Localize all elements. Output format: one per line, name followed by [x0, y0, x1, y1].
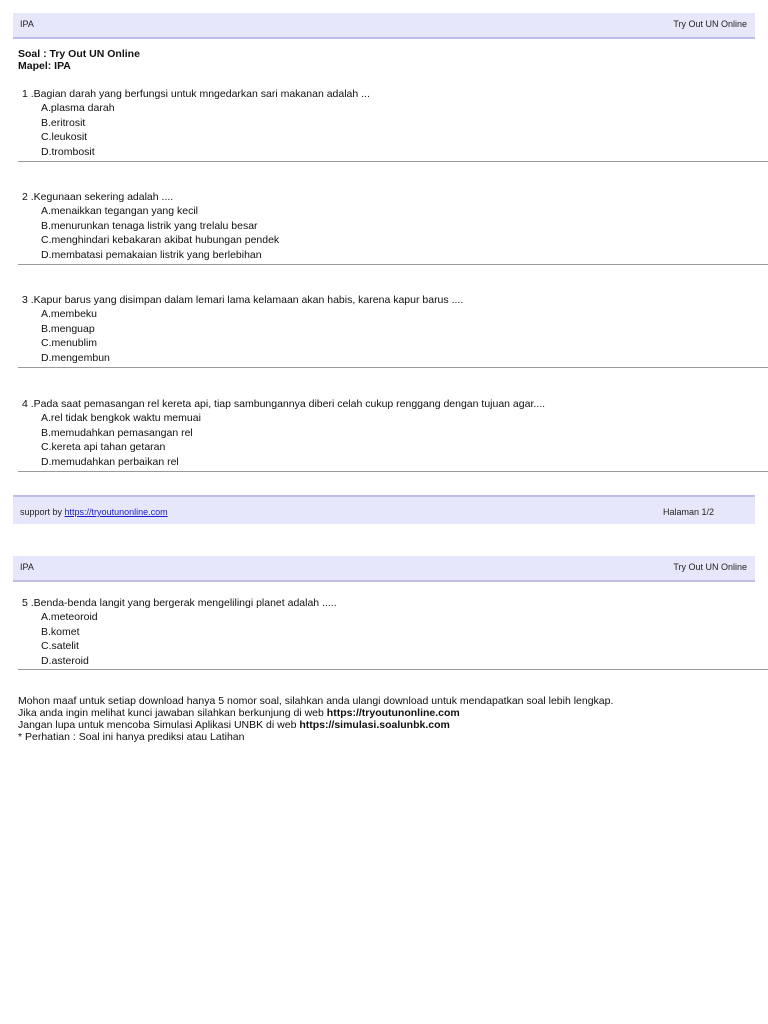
option-b: B.menguap [41, 322, 95, 335]
divider [18, 367, 768, 368]
question-stem: 5 .Benda-benda langit yang bergerak mengelilingi planet adalah ..... [22, 597, 337, 609]
option-d: D.asteroid [41, 655, 89, 668]
option-a: A.menaikkan tegangan yang kecil [41, 205, 199, 217]
option-d: D.memudahkan perbaikan rel [41, 456, 179, 469]
option-b: B.komet [41, 625, 80, 638]
question-stem: 3 .Kapur barus yang disimpan dalam lemari lama kelamaan akan habis, karena kapur barus .... [22, 294, 464, 306]
question-1 [18, 87, 768, 160]
option-a: A.meteoroid [41, 611, 98, 623]
option-d: D.trombosit [41, 146, 95, 159]
option-a: A.plasma darah [41, 102, 115, 114]
mapel-title: Mapel: IPA [18, 59, 71, 72]
header-brand: Try Out UN Online [673, 562, 747, 572]
answer-key-link[interactable]: https://tryoutunonline.com [326, 707, 460, 719]
option-c: C.satelit [41, 640, 79, 653]
soal-title: Soal : Try Out UN Online [18, 48, 140, 60]
option-c: C.leukosit [41, 131, 88, 144]
question-5 [18, 596, 768, 669]
divider [18, 669, 768, 670]
question-stem: 2 .Kegunaan sekering adalah .... [22, 191, 174, 203]
note-line-4: * Perhatian : Soal ini hanya prediksi atau Latihan [18, 731, 245, 743]
option-b: B.menurunkan tenaga listrik yang trelalu besar [41, 219, 258, 232]
page-number: Halaman 1/2 [663, 507, 715, 517]
note-line-1: Mohon maaf untuk setiap download hanya 5 nomor soal, silahkan anda ulangi download untuk mendapatkan soal lebih lengkap. [18, 695, 614, 707]
option-d: D.membatasi pemakaian listrik yang berlebihan [41, 249, 262, 262]
option-c: C.menghindari kebakaran akibat hubungan pendek [41, 234, 280, 247]
page-header [13, 13, 755, 39]
support-text [20, 507, 168, 517]
divider [18, 161, 768, 162]
header-brand: Try Out UN Online [673, 19, 747, 29]
divider [18, 264, 768, 265]
option-b: B.eritrosit [41, 116, 86, 129]
support-link[interactable]: https://tryoutunonline.com [64, 507, 168, 517]
question-4 [18, 397, 768, 470]
support-prefix: support by [20, 507, 63, 517]
option-a: A.membeku [41, 308, 98, 320]
question-stem: 1 .Bagian darah yang berfungsi untuk mngedarkan sari makanan adalah ... [22, 88, 370, 100]
note-line-3 [18, 719, 613, 731]
option-c: C.kereta api tahan getaran [41, 441, 166, 454]
note-line-2 [18, 707, 613, 719]
option-d: D.mengembun [41, 352, 110, 365]
header-subject: IPA [20, 19, 34, 29]
header-subject: IPA [20, 562, 34, 572]
question-2 [18, 190, 768, 263]
option-c: C.menublim [41, 337, 98, 350]
page-footer [13, 495, 755, 524]
download-notes [18, 695, 613, 743]
note-line-3-text: Jangan lupa untuk mencoba Simulasi Aplikasi UNBK di web [18, 719, 297, 731]
option-a: A.rel tidak bengkok waktu memuai [41, 412, 201, 424]
document-title [18, 49, 140, 72]
divider [18, 471, 768, 472]
option-b: B.memudahkan pemasangan rel [41, 426, 193, 439]
note-line-2-text: Jika anda ingin melihat kunci jawaban silahkan berkunjung di web [18, 707, 324, 719]
page-header-2 [13, 556, 755, 582]
unbk-simulation-link[interactable]: https://simulasi.soalunbk.com [299, 719, 450, 731]
question-3 [18, 293, 768, 366]
question-stem: 4 .Pada saat pemasangan rel kereta api, tiap sambungannya diberi celah cukup renggang dengan tujuan agar.... [22, 398, 546, 410]
